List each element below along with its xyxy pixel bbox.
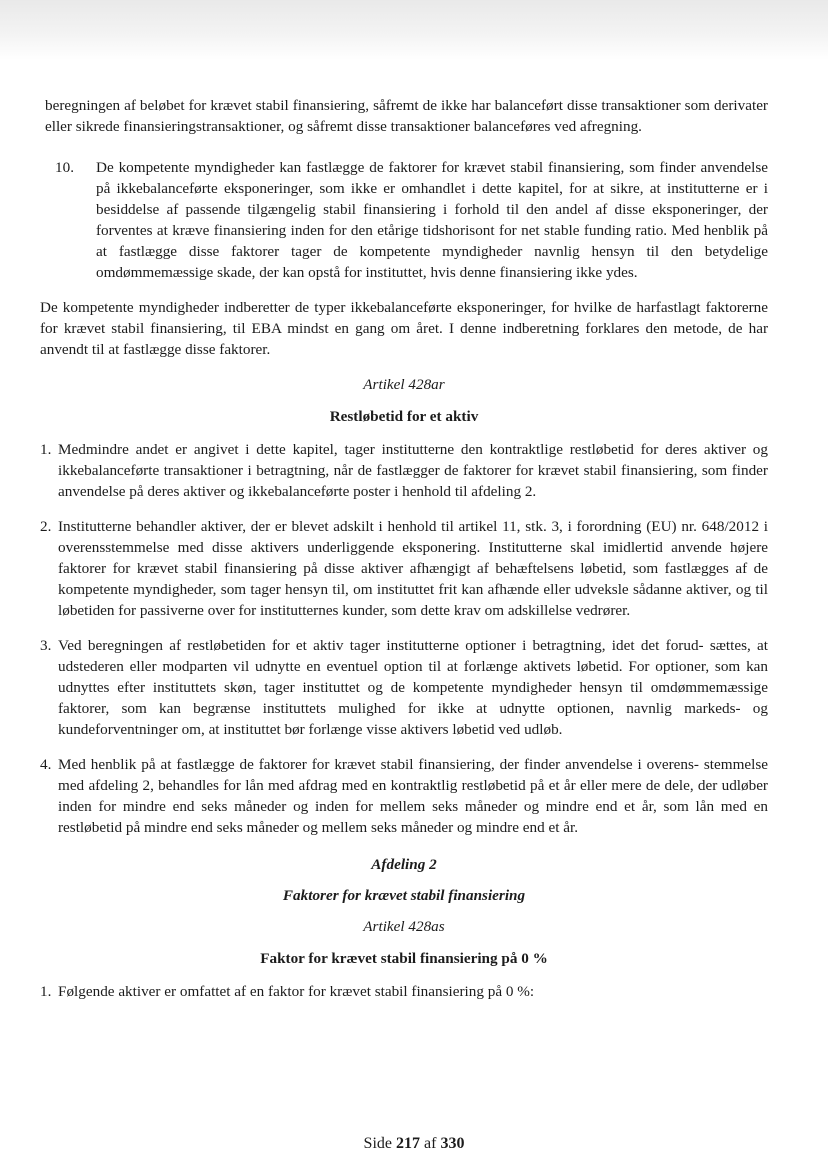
list-item xyxy=(40,516,768,621)
article-428as-label: Artikel 428as xyxy=(363,918,445,935)
paragraph-10-number: 10. xyxy=(55,159,74,176)
list-item-number: 4. xyxy=(40,756,52,773)
list-item-number: 1. xyxy=(40,983,52,1000)
footer-current-page: 217 xyxy=(396,1135,420,1152)
page-footer xyxy=(0,1135,828,1153)
article-428ar-list xyxy=(40,439,768,838)
list-item-number: 1. xyxy=(40,441,52,458)
list-item xyxy=(40,439,768,502)
scan-edge-shading xyxy=(0,0,828,60)
paragraph-10-text: De kompetente myndigheder kan fastlægge de faktorer for krævet stabil finansiering, som finder anvendelse på ikkebalanceførte eksponeringer, som ikke er omhandlet i dette kapitel, for at sikre, at institutterne er i besiddelse af passende tilgængelig stabil finansiering i forhold til den andel af disse eksponeringer, der forventes at kræve finansiering inden for den etårige tidshorisont for net stable funding ratio. Med henblik på at fastlægge disse faktorer tager de kompetente myndigheder navnlig hensyn til den betydelige omdømmemæssige skade, der kan opstå for instituttet, hvis denne finansiering ikke ydes. xyxy=(96,159,768,281)
article-428ar-title: Restløbetid for et aktiv xyxy=(329,408,479,425)
list-item xyxy=(40,754,768,838)
list-item xyxy=(40,981,768,1002)
report-paragraph: De kompetente myndigheder indberetter de typer ikkebalanceførte eksponeringer, for hvilke de harfastlagt faktorerne for krævet stabil finansiering, til EBA mindst en gang om året. I denne indberetning forklares den metode, de har anvendt til at fastlægge disse faktorer. xyxy=(40,299,768,358)
list-item-text: Med henblik på at fastlægge de faktorer for krævet stabil finansiering, der finder anvendelse i overens- stemmelse med afdeling 2, behandles for lån med afdrag med en kontraktlig restløbetid på et år eller mere de dele, der udløber inden for mindre end seks måneder og inden for mellem seks måneder og mindre end et år, som lån med en restløbetid på mindre end seks måneder og mellem seks måneder og mindre end et år. xyxy=(58,756,768,836)
footer-total-pages: 330 xyxy=(440,1135,465,1152)
list-item xyxy=(40,635,768,740)
article-428as-list xyxy=(40,981,768,1002)
paragraph-10 xyxy=(40,157,768,283)
article-428ar-label: Artikel 428ar xyxy=(363,376,445,393)
list-item-number: 3. xyxy=(40,637,52,654)
document-page xyxy=(40,95,768,1002)
list-item-number: 2. xyxy=(40,518,52,535)
section-title: Faktorer for krævet stabil finansiering xyxy=(282,887,526,904)
footer-prefix: Side xyxy=(363,1135,392,1152)
article-428as-title: Faktor for krævet stabil finansiering på 0 % xyxy=(260,950,548,967)
list-item-text: Følgende aktiver er omfattet af en faktor for krævet stabil finansiering på 0 %: xyxy=(58,983,535,1000)
list-item-text: Ved beregningen af restløbetiden for et aktiv tager institutterne optioner i betragtning, idet det forud- sættes, at udstederen eller modparten vil udnytte en eventuel option til at forlænge aktivets løbetid. For optioner, som kan udnyttes efter instituttets skøn, tager instituttet og de kompetente myndigheder hensyn til omdømmemæssige faktorer, som kan begrænse instituttets mulighed for ikke at udnytte optionen, navnlig markeds- og kundeforventninger om, at instituttet bør forlænge visse aktivers løbetid ved udløb. xyxy=(58,637,768,738)
list-item-text: Institutterne behandler aktiver, der er blevet adskilt i henhold til artikel 11, stk. 3, i forordning (EU) nr. 648/2012 i overensstemmelse med disse aktivers underliggende eksponering. Institutterne skal imidlertid anvende højere faktorer for krævet stabil finansiering på disse aktiver afhængigt af behæftelsens løbetid, som fastlægges af de kompetente myndigheder, som tager hensyn til, om instituttet frit kan afhænde eller udveksle sådanne aktiver, og til løbetiden for passiverne over for institutternes kunder, som dette krav om adskillelse vedrører. xyxy=(58,518,768,619)
footer-middle: af xyxy=(424,1135,437,1152)
intro-paragraph: beregningen af beløbet for krævet stabil finansiering, såfremt de ikke har balanceført disse transaktioner som derivater eller sikrede finansieringstransaktioner, og såfremt disse transaktioner balanceføres ved afregning. xyxy=(45,97,768,135)
section-label: Afdeling 2 xyxy=(371,856,437,873)
list-item-text: Medmindre andet er angivet i dette kapitel, tager institutterne den kontraktlige restløbetid for deres aktiver og ikkebalanceførte transaktioner i betragtning, når de fastlægger de faktorer for krævet stabil finansiering, som finder anvendelse på deres aktiver og ikkebalanceførte poster i henhold til afdeling 2. xyxy=(58,441,768,500)
